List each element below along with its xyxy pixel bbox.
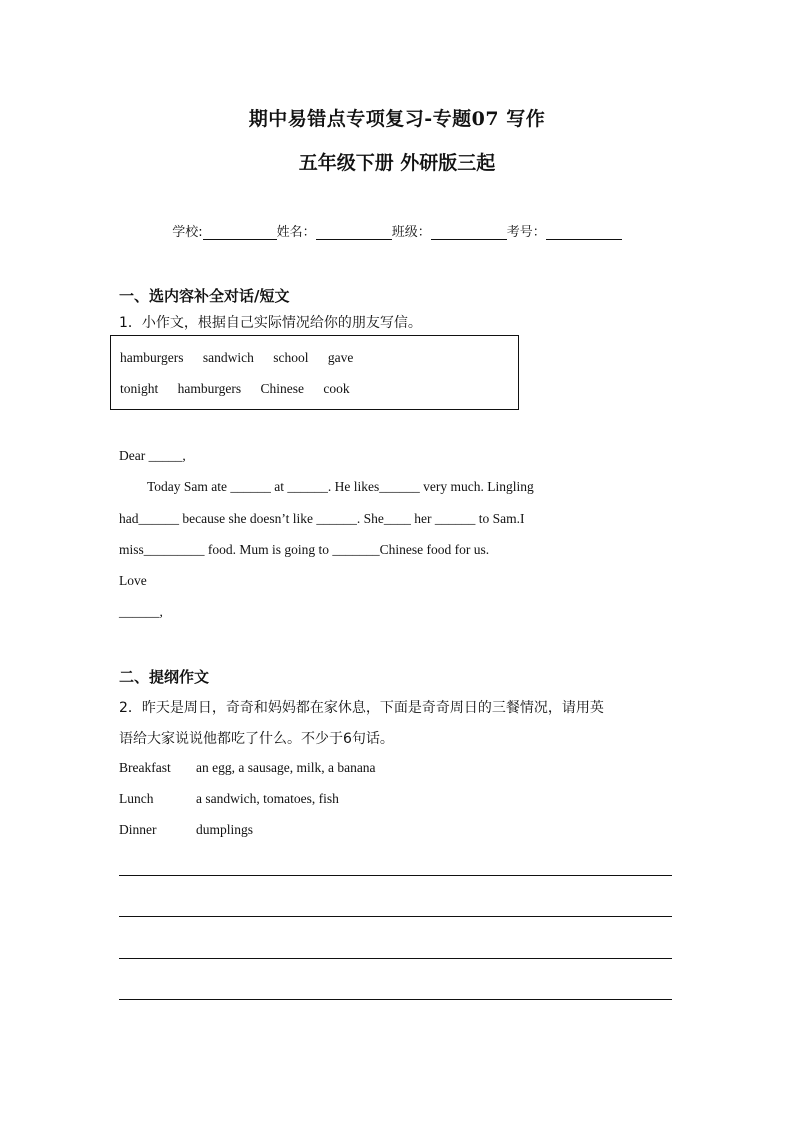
letter-greeting: Dear _____, [119,448,186,463]
writing-line[interactable] [119,958,672,959]
writing-line[interactable] [119,875,672,876]
student-info-row [0,221,794,240]
letter-closing: Love [119,573,147,588]
page-title: 期中易错点专项复习-专题07 写作 [248,108,546,130]
word-item: school [273,350,309,365]
letter-line: Today Sam ate ______ at ______. He likes______ very much. Lingling [147,479,534,494]
meal-label: Lunch [119,791,154,806]
meal-items: a sandwich, tomatoes, fish [196,791,339,806]
letter-line: had______ because she doesn’t like ______. She____ her ______ to Sam.I [119,511,525,526]
meal-row [119,760,376,776]
meal-row [119,791,339,807]
class-field[interactable] [431,225,507,240]
section2-heading: 二、提纲作文 [119,668,210,686]
word-bank-row [120,381,366,397]
letter-line: miss_________ food. Mum is going to _______Chinese food for us. [119,542,490,557]
question1-text: 1．小作文，根据自己实际情况给你的朋友写信。 [119,315,422,331]
word-bank-row [120,350,369,366]
word-item: hamburgers [120,350,184,365]
section1-heading: 一、选内容补全对话/短文 [119,287,290,305]
school-label: 学校: [172,225,203,240]
word-item: Chinese [260,381,305,396]
number-field[interactable] [546,225,622,240]
word-bank-box [110,335,519,410]
meal-items: dumplings [196,822,254,837]
number-label: 考号： [506,225,546,240]
word-item: gave [327,350,354,365]
meal-row [119,822,253,838]
writing-line[interactable] [119,916,672,917]
question2-text: 语给大家说说他都吃了什么。不少于6句话。 [119,731,394,747]
school-field[interactable] [203,225,277,240]
writing-line[interactable] [119,999,672,1000]
letter-signature: ______, [119,604,163,619]
name-label: 姓名： [276,225,316,240]
word-item: cook [323,381,350,396]
page-subtitle: 五年级下册 外研版三起 [298,152,496,174]
meal-items: an egg, a sausage, milk, a banana [196,760,376,775]
word-item: sandwich [202,350,254,365]
meal-label: Breakfast [119,760,171,775]
word-item: tonight [120,381,159,396]
name-field[interactable] [316,225,392,240]
question2-text: 2．昨天是周日，奇奇和妈妈都在家休息，下面是奇奇周日的三餐情况，请用英 [119,700,604,716]
word-item: hamburgers [177,381,242,396]
meal-label: Dinner [119,822,157,837]
class-label: 班级： [391,225,431,240]
